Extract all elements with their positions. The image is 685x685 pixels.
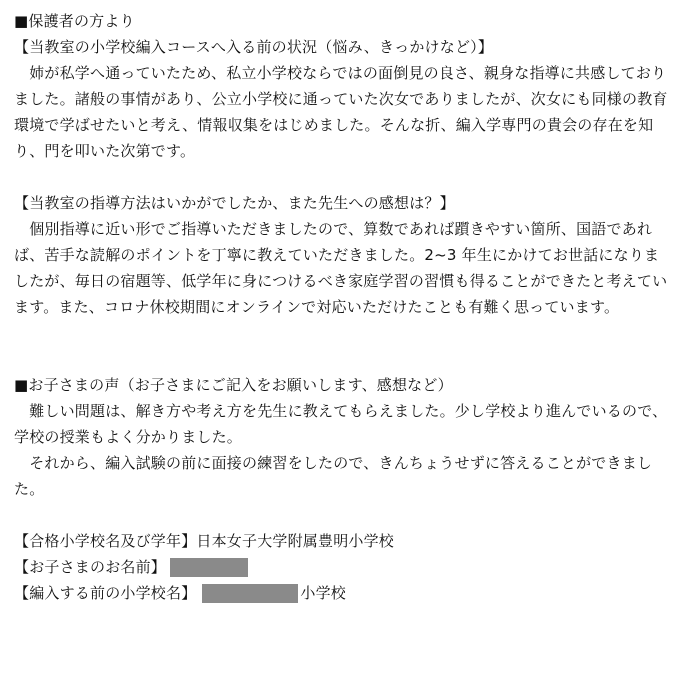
child-answer-paragraph-1: 難しい問題は、解き方や考え方を先生に教えてもらえました。少し学校より進んでいるので、学校の授業もよく分かりました。: [14, 402, 668, 446]
redacted-previous-school-name: [202, 584, 298, 603]
child-section-title: ■お子さまの声（お子さまにご記入をお願いします、感想など）: [14, 376, 453, 394]
child-name-label: 【お子さまのお名前】: [14, 558, 167, 576]
redacted-child-name: [170, 558, 248, 577]
passed-school-label: 【合格小学校名及び学年】: [14, 532, 197, 550]
answer-before-course: 姉が私学へ通っていたため、私立小学校ならではの面倒見の良さ、親身な指導に共感しておりました。諸般の事情があり、公立小学校に通っていた次女でありましたが、次女にも同様の教育環境で学ばせたいと考え、情報収集をはじめました。そんな折、編入学専門の貴会の存在を知り、門を叩いた次第です。: [14, 64, 668, 160]
answer-teaching-method: 個別指導に近い形でご指導いただきましたので、算数であれば躓きやすい箇所、国語であれば、苦手な読解のポイントを丁寧に教えていただきました。2~3 年生にかけてお世話になりましたが、毎日の宿題等、低学年に身につけるべき家庭学習の習慣も得ることができたと考えています。また、コロナ休校期間にオンラインで対応いただけたことも有難く思っています。: [14, 220, 668, 316]
previous-school-suffix: 小学校: [300, 584, 347, 602]
child-name-row: [14, 554, 673, 580]
question-teaching-method-heading: 【当教室の指導方法はいかがでしたか、また先生への感想は？】: [14, 194, 455, 212]
passed-school-row: [14, 528, 673, 554]
child-answer-paragraph-2: それから、編入試験の前に面接の練習をしたので、きんちょうせずに答えることができました。: [14, 454, 653, 498]
guardian-section-title: ■保護者の方より: [14, 12, 135, 30]
previous-school-row: [14, 580, 673, 606]
spacer: [14, 164, 673, 190]
question-before-course-heading: 【当教室の小学校編入コースへ入る前の状況（悩み、きっかけなど）】: [14, 38, 494, 56]
passed-school-value: 日本女子大学附属豊明小学校: [196, 532, 395, 550]
previous-school-label: 【編入する前の小学校名】: [14, 584, 197, 602]
spacer: [14, 320, 673, 372]
spacer: [14, 502, 673, 528]
